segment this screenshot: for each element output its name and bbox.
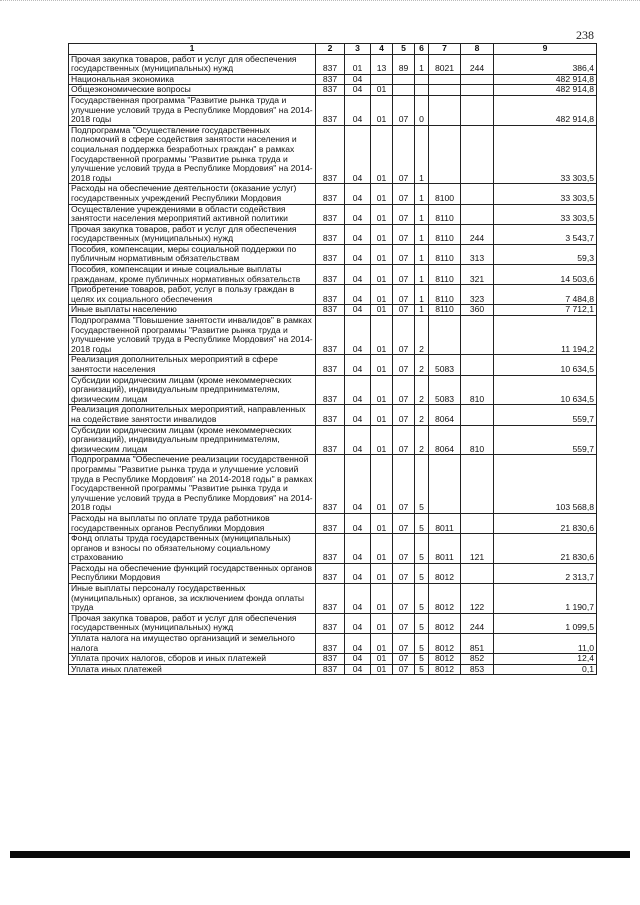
amount-cell: 10 634,5 — [494, 355, 597, 375]
code-cell: 04 — [345, 85, 371, 96]
code-cell: 8064 — [429, 425, 461, 455]
code-cell — [429, 455, 461, 514]
table-row — [69, 285, 597, 305]
code-cell: 8012 — [429, 634, 461, 654]
amount-cell: 12,4 — [494, 654, 597, 665]
code-cell: 851 — [461, 634, 494, 654]
code-cell: 8012 — [429, 654, 461, 665]
code-cell: 04 — [345, 285, 371, 305]
amount-cell: 103 568,8 — [494, 455, 597, 514]
code-cell: 04 — [345, 305, 371, 316]
code-cell: 244 — [461, 54, 494, 74]
code-cell: 07 — [393, 244, 415, 264]
code-cell: 2 — [415, 425, 429, 455]
row-name-cell: Иные выплаты персоналу государственных (муниципальных) органов, за исключением фонда оплаты труда — [69, 584, 316, 614]
code-cell — [461, 125, 494, 184]
row-name-cell: Приобретение товаров, работ, услуг в пользу граждан в целях их социального обеспечения — [69, 285, 316, 305]
amount-cell: 7 712,1 — [494, 305, 597, 316]
table-row — [69, 405, 597, 425]
code-cell — [461, 74, 494, 85]
code-cell: 837 — [316, 654, 345, 665]
column-header-4: 4 — [371, 44, 393, 55]
code-cell — [429, 95, 461, 125]
amount-cell: 482 914,8 — [494, 85, 597, 96]
code-cell: 837 — [316, 85, 345, 96]
table-row — [69, 54, 597, 74]
code-cell: 837 — [316, 244, 345, 264]
amount-cell: 1 190,7 — [494, 584, 597, 614]
code-cell: 04 — [345, 184, 371, 204]
code-cell: 1 — [415, 54, 429, 74]
code-cell: 837 — [316, 224, 345, 244]
code-cell: 04 — [345, 204, 371, 224]
row-name-cell: Реализация дополнительных мероприятий, направленных на содействие занятости инвалидов — [69, 405, 316, 425]
code-cell: 5 — [415, 455, 429, 514]
code-cell — [461, 85, 494, 96]
amount-cell: 1 099,5 — [494, 613, 597, 633]
code-cell: 2 — [415, 375, 429, 405]
code-cell: 04 — [345, 654, 371, 665]
row-name-cell: Осуществление учреждениями в области содействия занятости населения мероприятий активной политики — [69, 204, 316, 224]
row-name-cell: Государственная программа "Развитие рынка труда и улучшение условий труда в Республике Мордовия" на 2014-2018 годы — [69, 95, 316, 125]
code-cell: 01 — [371, 85, 393, 96]
code-cell: 1 — [415, 285, 429, 305]
code-cell: 01 — [371, 534, 393, 564]
code-cell — [461, 95, 494, 125]
code-cell — [461, 204, 494, 224]
row-name-cell: Подпрограмма "Повышение занятости инвалидов" в рамках Государственной программы "Развитие рынка труда и улучшение условий труда в Республике Мордовия" на 2014-2018 годы — [69, 316, 316, 355]
code-cell: 01 — [371, 513, 393, 533]
code-cell: 04 — [345, 316, 371, 355]
row-name-cell: Расходы на обеспечение деятельности (оказание услуг) государственных учреждений Республики Мордовия — [69, 184, 316, 204]
code-cell: 01 — [371, 425, 393, 455]
table-row — [69, 316, 597, 355]
code-cell: 837 — [316, 316, 345, 355]
code-cell: 2 — [415, 405, 429, 425]
table-row — [69, 204, 597, 224]
code-cell: 07 — [393, 375, 415, 405]
table-row — [69, 125, 597, 184]
code-cell: 853 — [461, 664, 494, 675]
code-cell: 07 — [393, 405, 415, 425]
code-cell: 01 — [371, 244, 393, 264]
row-name-cell: Расходы на выплаты по оплате труда работников государственных органов Республики Мордовия — [69, 513, 316, 533]
code-cell — [461, 513, 494, 533]
code-cell: 07 — [393, 534, 415, 564]
code-cell: 07 — [393, 184, 415, 204]
amount-cell: 11 194,2 — [494, 316, 597, 355]
code-cell: 852 — [461, 654, 494, 665]
code-cell: 837 — [316, 125, 345, 184]
row-name-cell: Иные выплаты населению — [69, 305, 316, 316]
row-name-cell: Национальная экономика — [69, 74, 316, 85]
code-cell: 04 — [345, 563, 371, 583]
code-cell: 8012 — [429, 664, 461, 675]
code-cell: 07 — [393, 455, 415, 514]
code-cell: 8012 — [429, 584, 461, 614]
code-cell: 360 — [461, 305, 494, 316]
amount-cell: 7 484,8 — [494, 285, 597, 305]
code-cell: 07 — [393, 513, 415, 533]
code-cell: 837 — [316, 664, 345, 675]
table-row — [69, 534, 597, 564]
code-cell: 04 — [345, 534, 371, 564]
code-cell: 5 — [415, 654, 429, 665]
code-cell — [393, 74, 415, 85]
table-row — [69, 85, 597, 96]
code-cell: 04 — [345, 455, 371, 514]
row-name-cell: Прочая закупка товаров, работ и услуг для обеспечения государственных (муниципальных) нужд — [69, 224, 316, 244]
table-row — [69, 654, 597, 665]
code-cell: 837 — [316, 204, 345, 224]
code-cell: 837 — [316, 563, 345, 583]
amount-cell: 386,4 — [494, 54, 597, 74]
table-row — [69, 455, 597, 514]
code-cell: 04 — [345, 405, 371, 425]
amount-cell: 21 830,6 — [494, 513, 597, 533]
code-cell: 07 — [393, 224, 415, 244]
code-cell: 04 — [345, 224, 371, 244]
code-cell: 837 — [316, 613, 345, 633]
code-cell: 04 — [345, 513, 371, 533]
table-row — [69, 355, 597, 375]
code-cell: 1 — [415, 184, 429, 204]
row-name-cell: Субсидии юридическим лицам (кроме некоммерческих организаций), индивидуальным предпринимателям, физическим лицам — [69, 425, 316, 455]
code-cell — [415, 74, 429, 85]
code-cell: 837 — [316, 634, 345, 654]
code-cell: 01 — [371, 563, 393, 583]
amount-cell: 482 914,8 — [494, 74, 597, 85]
scan-edge — [0, 0, 640, 7]
code-cell: 1 — [415, 244, 429, 264]
code-cell: 07 — [393, 316, 415, 355]
table-row — [69, 74, 597, 85]
table-row — [69, 425, 597, 455]
code-cell: 07 — [393, 204, 415, 224]
code-cell: 04 — [345, 613, 371, 633]
code-cell: 8110 — [429, 305, 461, 316]
table-header-row — [69, 44, 597, 55]
code-cell: 810 — [461, 375, 494, 405]
code-cell: 321 — [461, 265, 494, 285]
code-cell: 01 — [371, 654, 393, 665]
code-cell: 1 — [415, 305, 429, 316]
code-cell: 04 — [345, 74, 371, 85]
code-cell: 01 — [371, 664, 393, 675]
code-cell: 8012 — [429, 563, 461, 583]
code-cell: 323 — [461, 285, 494, 305]
code-cell: 07 — [393, 95, 415, 125]
row-name-cell: Общеэкономические вопросы — [69, 85, 316, 96]
code-cell: 5 — [415, 634, 429, 654]
amount-cell: 559,7 — [494, 425, 597, 455]
table-row — [69, 265, 597, 285]
column-header-3: 3 — [345, 44, 371, 55]
table-row — [69, 563, 597, 583]
code-cell: 1 — [415, 125, 429, 184]
code-cell: 313 — [461, 244, 494, 264]
code-cell: 837 — [316, 305, 345, 316]
code-cell: 837 — [316, 355, 345, 375]
table-row — [69, 513, 597, 533]
code-cell: 07 — [393, 634, 415, 654]
row-name-cell: Подпрограмма "Обеспечение реализации государственной программы "Развитие рынка труда и улучшение условий труда в Республике Мордовия" на 2014-2018 годы" в рамках Государственной программы "Развитие рынка труда и улучшение условий труда в Республике Мордовия" на 2014-2018 годы — [69, 455, 316, 514]
code-cell: 5 — [415, 563, 429, 583]
column-header-8: 8 — [461, 44, 494, 55]
code-cell: 07 — [393, 125, 415, 184]
code-cell: 837 — [316, 184, 345, 204]
code-cell: 07 — [393, 425, 415, 455]
code-cell — [371, 74, 393, 85]
code-cell: 244 — [461, 224, 494, 244]
column-header-5: 5 — [393, 44, 415, 55]
table-row — [69, 244, 597, 264]
code-cell: 5083 — [429, 355, 461, 375]
row-name-cell: Пособия, компенсации и иные социальные выплаты гражданам, кроме публичных нормативных обязательств — [69, 265, 316, 285]
code-cell: 04 — [345, 425, 371, 455]
amount-cell: 0,1 — [494, 664, 597, 675]
row-name-cell: Прочая закупка товаров, работ и услуг для обеспечения государственных (муниципальных) нужд — [69, 613, 316, 633]
code-cell: 837 — [316, 513, 345, 533]
code-cell: 8110 — [429, 265, 461, 285]
code-cell: 04 — [345, 355, 371, 375]
code-cell: 07 — [393, 664, 415, 675]
amount-cell: 10 634,5 — [494, 375, 597, 405]
code-cell: 837 — [316, 425, 345, 455]
amount-cell: 14 503,6 — [494, 265, 597, 285]
code-cell: 04 — [345, 375, 371, 405]
table-row — [69, 224, 597, 244]
code-cell: 01 — [371, 305, 393, 316]
code-cell: 5 — [415, 664, 429, 675]
code-cell: 07 — [393, 563, 415, 583]
code-cell: 07 — [393, 285, 415, 305]
code-cell: 04 — [345, 634, 371, 654]
code-cell: 01 — [371, 613, 393, 633]
amount-cell: 21 830,6 — [494, 534, 597, 564]
code-cell: 04 — [345, 584, 371, 614]
code-cell: 8021 — [429, 54, 461, 74]
code-cell: 07 — [393, 584, 415, 614]
code-cell — [429, 125, 461, 184]
code-cell: 8110 — [429, 224, 461, 244]
code-cell — [461, 405, 494, 425]
code-cell — [429, 74, 461, 85]
amount-cell: 33 303,5 — [494, 204, 597, 224]
code-cell: 244 — [461, 613, 494, 633]
amount-cell: 3 543,7 — [494, 224, 597, 244]
row-name-cell: Фонд оплаты труда государственных (муниципальных) органов и взносы по обязательному социальному страхованию — [69, 534, 316, 564]
code-cell — [461, 455, 494, 514]
row-name-cell: Субсидии юридическим лицам (кроме некоммерческих организаций), индивидуальным предпринимателям, физическим лицам — [69, 375, 316, 405]
code-cell: 5083 — [429, 375, 461, 405]
code-cell: 837 — [316, 74, 345, 85]
code-cell: 01 — [371, 224, 393, 244]
table-row — [69, 375, 597, 405]
code-cell — [429, 316, 461, 355]
row-name-cell: Уплата прочих налогов, сборов и иных платежей — [69, 654, 316, 665]
code-cell: 837 — [316, 95, 345, 125]
budget-table — [68, 43, 597, 675]
code-cell: 01 — [371, 125, 393, 184]
code-cell: 810 — [461, 425, 494, 455]
table-row — [69, 584, 597, 614]
table-row — [69, 95, 597, 125]
page-number: 238 — [576, 28, 594, 42]
code-cell: 01 — [371, 634, 393, 654]
code-cell: 8100 — [429, 184, 461, 204]
code-cell: 8064 — [429, 405, 461, 425]
code-cell: 01 — [371, 95, 393, 125]
code-cell — [415, 85, 429, 96]
code-cell: 07 — [393, 265, 415, 285]
code-cell: 01 — [371, 265, 393, 285]
code-cell: 8011 — [429, 513, 461, 533]
column-header-2: 2 — [316, 44, 345, 55]
code-cell: 01 — [345, 54, 371, 74]
code-cell: 5 — [415, 584, 429, 614]
code-cell: 89 — [393, 54, 415, 74]
table-row — [69, 184, 597, 204]
amount-cell: 33 303,5 — [494, 184, 597, 204]
code-cell: 8110 — [429, 285, 461, 305]
code-cell: 07 — [393, 654, 415, 665]
code-cell: 837 — [316, 375, 345, 405]
code-cell: 837 — [316, 54, 345, 74]
code-cell — [429, 85, 461, 96]
code-cell — [461, 184, 494, 204]
code-cell — [393, 85, 415, 96]
amount-cell: 559,7 — [494, 405, 597, 425]
column-header-7: 7 — [429, 44, 461, 55]
code-cell: 01 — [371, 316, 393, 355]
table-row — [69, 305, 597, 316]
column-header-6: 6 — [415, 44, 429, 55]
table-row — [69, 634, 597, 654]
column-header-1: 1 — [69, 44, 316, 55]
row-name-cell: Уплата налога на имущество организаций и земельного налога — [69, 634, 316, 654]
code-cell: 07 — [393, 613, 415, 633]
code-cell: 122 — [461, 584, 494, 614]
code-cell: 837 — [316, 265, 345, 285]
code-cell: 04 — [345, 265, 371, 285]
row-name-cell: Расходы на обеспечение функций государственных органов Республики Мордовия — [69, 563, 316, 583]
amount-cell: 59,3 — [494, 244, 597, 264]
code-cell: 1 — [415, 265, 429, 285]
amount-cell: 33 303,5 — [494, 125, 597, 184]
code-cell: 13 — [371, 54, 393, 74]
row-name-cell: Пособия, компенсации, меры социальной поддержки по публичным нормативным обязательствам — [69, 244, 316, 264]
code-cell: 01 — [371, 375, 393, 405]
code-cell — [461, 355, 494, 375]
code-cell: 837 — [316, 584, 345, 614]
code-cell: 5 — [415, 513, 429, 533]
code-cell — [461, 563, 494, 583]
code-cell: 1 — [415, 204, 429, 224]
table-row — [69, 664, 597, 675]
code-cell: 01 — [371, 405, 393, 425]
code-cell: 04 — [345, 125, 371, 184]
amount-cell: 2 313,7 — [494, 563, 597, 583]
code-cell: 837 — [316, 285, 345, 305]
code-cell: 121 — [461, 534, 494, 564]
code-cell: 01 — [371, 184, 393, 204]
code-cell: 837 — [316, 534, 345, 564]
row-name-cell: Прочая закупка товаров, работ и услуг для обеспечения государственных (муниципальных) нужд — [69, 54, 316, 74]
code-cell: 1 — [415, 224, 429, 244]
code-cell: 01 — [371, 285, 393, 305]
row-name-cell: Уплата иных платежей — [69, 664, 316, 675]
table-row — [69, 613, 597, 633]
table-body — [69, 54, 597, 675]
code-cell: 01 — [371, 355, 393, 375]
code-cell: 8110 — [429, 244, 461, 264]
code-cell: 837 — [316, 405, 345, 425]
code-cell: 07 — [393, 305, 415, 316]
scan-bottom-bar — [10, 851, 630, 858]
code-cell: 8011 — [429, 534, 461, 564]
code-cell: 0 — [415, 95, 429, 125]
code-cell: 01 — [371, 204, 393, 224]
code-cell: 2 — [415, 355, 429, 375]
code-cell: 5 — [415, 534, 429, 564]
amount-cell: 482 914,8 — [494, 95, 597, 125]
code-cell: 04 — [345, 95, 371, 125]
code-cell: 07 — [393, 355, 415, 375]
row-name-cell: Подпрограмма "Осуществление государственных полномочий в сфере содействия занятости населения и социальная поддержка безработных граждан" в рамках Государственной программы "Развитие рынка труда и улучшение условий труда в Республике Мордовия" на 2014-2018 годы — [69, 125, 316, 184]
code-cell: 5 — [415, 613, 429, 633]
column-header-9: 9 — [494, 44, 597, 55]
code-cell — [461, 316, 494, 355]
row-name-cell: Реализация дополнительных мероприятий в сфере занятости населения — [69, 355, 316, 375]
code-cell: 01 — [371, 455, 393, 514]
code-cell: 04 — [345, 244, 371, 264]
code-cell: 8012 — [429, 613, 461, 633]
code-cell: 8110 — [429, 204, 461, 224]
amount-cell: 11,0 — [494, 634, 597, 654]
code-cell: 837 — [316, 455, 345, 514]
code-cell: 04 — [345, 664, 371, 675]
code-cell: 01 — [371, 584, 393, 614]
code-cell: 2 — [415, 316, 429, 355]
